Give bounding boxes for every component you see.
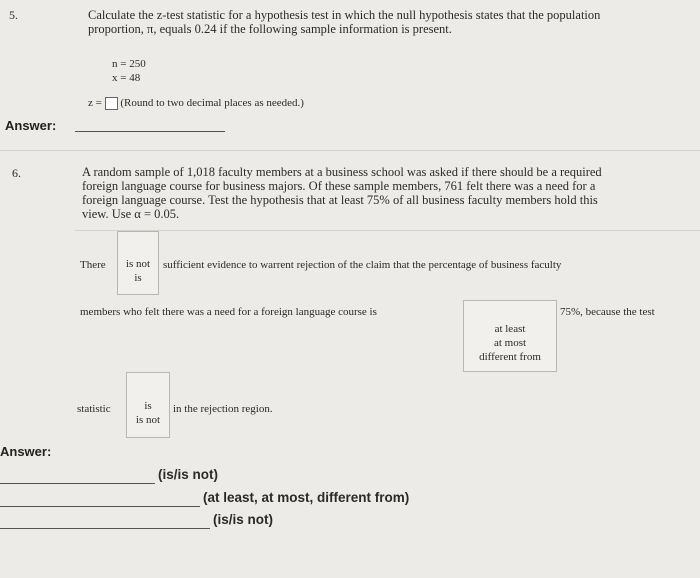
q6-dropdown-3-option[interactable]: is xyxy=(144,400,152,412)
q5-x-value: x = 48 xyxy=(112,72,141,84)
q6-answer-label: Answer: xyxy=(0,444,52,459)
q5-z-label: z = xyxy=(88,97,102,110)
q5-answer-line[interactable] xyxy=(75,131,225,132)
q6-divider xyxy=(75,230,700,231)
q6-dropdown-3[interactable] xyxy=(126,372,170,438)
q6-prompt-line-4: view. Use α = 0.05. xyxy=(82,207,180,221)
q6-dropdown-2-option[interactable]: different from xyxy=(479,351,541,363)
q5-hint: (Round to two decimal places as needed.) xyxy=(120,97,304,110)
q6-sentence-2: members who felt there was a need for a foreign language course is xyxy=(80,306,377,318)
q6-answer-line-2[interactable] xyxy=(0,506,200,507)
q5-answer-label: Answer: xyxy=(5,118,57,133)
q6-dropdown-2[interactable] xyxy=(463,300,557,372)
q6-sentence-1-rest: sufficient evidence to warrent rejection of the claim that the percentage of business faculty xyxy=(163,259,562,271)
q6-dropdown-2-option[interactable]: at most xyxy=(493,337,527,349)
divider xyxy=(0,150,700,151)
q5-z-answer-box[interactable] xyxy=(105,97,118,110)
q6-sentence-2-end: 75%, because the test xyxy=(560,306,655,318)
q6-prompt-line-3: foreign language course. Test the hypothesis that at least 75% of all business faculty members hold this xyxy=(82,193,598,207)
q6-sentence-3-end: in the rejection region. xyxy=(173,403,273,415)
q6-dropdown-1-option[interactable]: is not xyxy=(125,258,151,270)
q6-answer-hint-3: (is/is not) xyxy=(213,512,273,527)
q6-answer-hint-1: (is/is not) xyxy=(158,467,218,482)
q6-dropdown-1[interactable] xyxy=(117,231,159,295)
q5-prompt-line-1: Calculate the z-test statistic for a hypothesis test in which the null hypothesis states that the population xyxy=(88,8,601,22)
q6-there-text: There xyxy=(80,259,106,271)
q6-dropdown-2-option[interactable]: at least xyxy=(494,323,526,335)
q6-prompt-line-1: A random sample of 1,018 faculty members at a business school was asked if there should be a required xyxy=(82,165,602,179)
q5-prompt-line-2: proportion, π, equals 0.24 if the following sample information is present. xyxy=(88,22,452,36)
q6-statistic-text: statistic xyxy=(77,403,111,415)
q6-dropdown-3-option[interactable]: is not xyxy=(135,414,161,426)
q6-number: 6. xyxy=(12,166,21,180)
q6-dropdown-1-option[interactable]: is xyxy=(134,272,142,284)
q6-prompt-line-2: foreign language course for business majors. Of these sample members, 761 felt there was a need for a xyxy=(82,179,596,193)
q6-answer-line-3[interactable] xyxy=(0,528,210,529)
q6-answer-hint-2: (at least, at most, different from) xyxy=(203,490,410,505)
q5-number: 5. xyxy=(9,8,18,22)
q5-z-row xyxy=(88,97,304,110)
q6-answer-line-1[interactable] xyxy=(0,483,155,484)
q5-n-value: n = 250 xyxy=(112,58,146,70)
